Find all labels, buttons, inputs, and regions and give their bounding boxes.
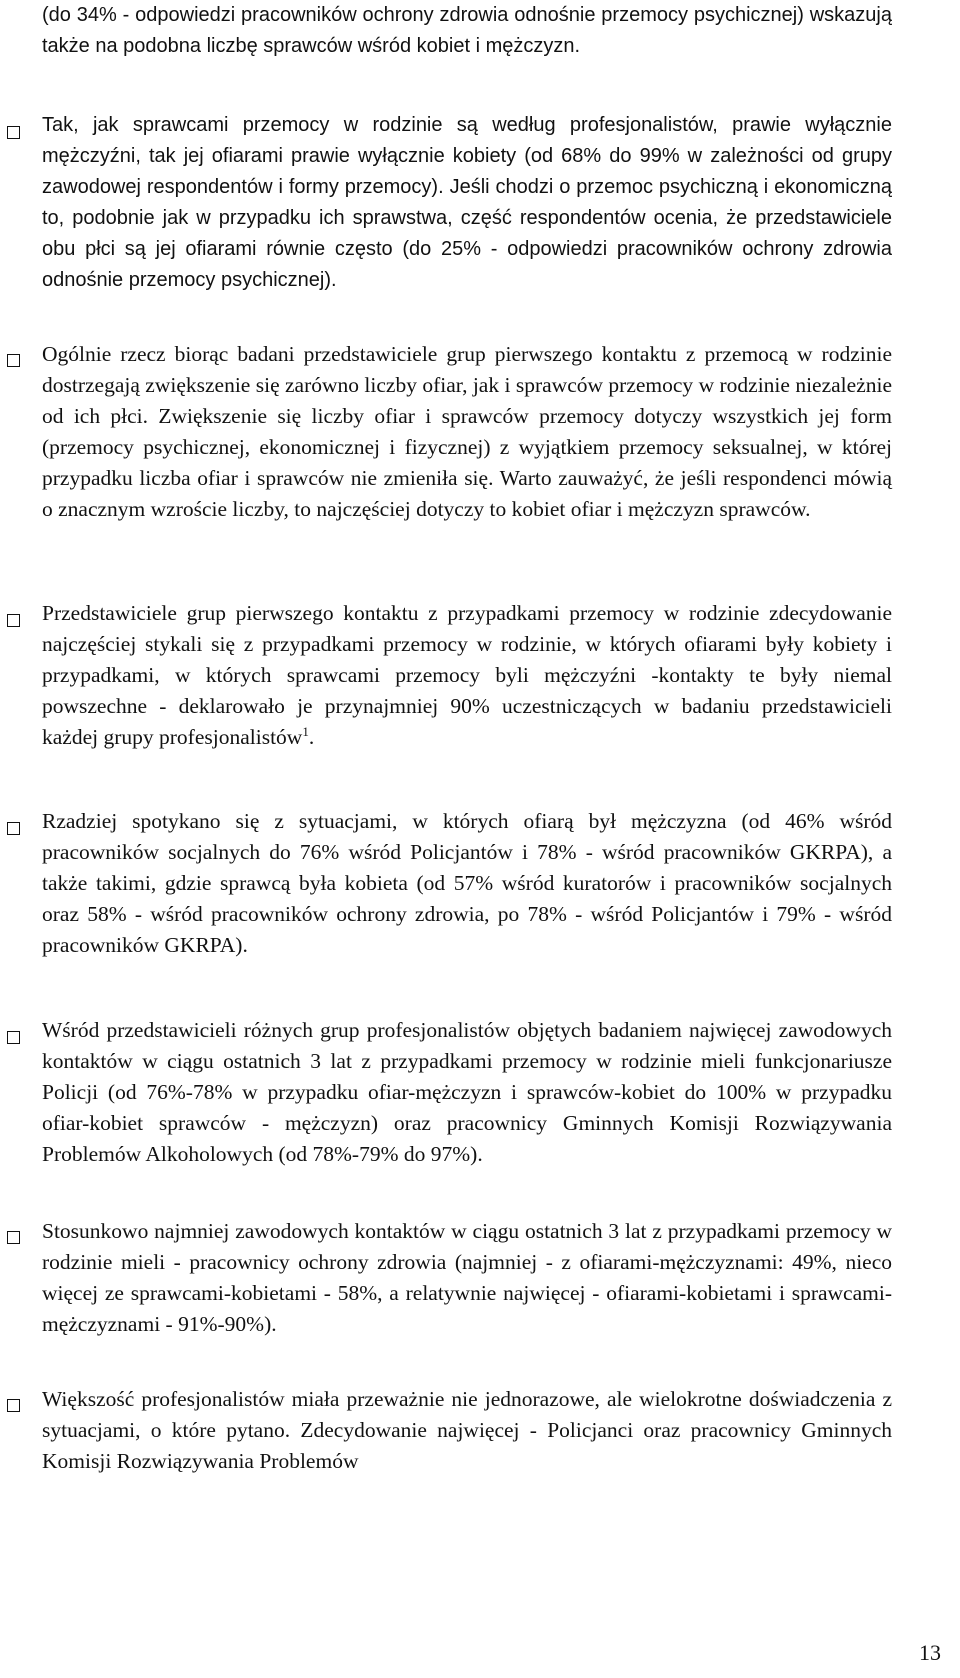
paragraph-contact-groups xyxy=(42,598,892,753)
paragraph-least-contacts xyxy=(42,1216,892,1340)
checkbox-bullet-icon xyxy=(7,1031,20,1044)
paragraph-text: Większość profesjonalistów miała przeważnie nie jednorazowe, ale wielokrotne doświadczenia z sytuacjami, o które pytano. Zdecydowanie najwięcej - Policjanci oraz pracownicy Gminnych Komisji Rozwiązywania Problemów xyxy=(42,1387,892,1473)
paragraph-increase-numbers xyxy=(42,339,892,525)
paragraph-text: Wśród przedstawicieli różnych grup profesjonalistów objętych badaniem najwięcej zawodowych kontaktów w ciągu ostatnich 3 lat z przypadkami przemocy w rodzinie mieli funkcjonariusze Policji (od 76%-78% w przypadku ofiar-mężczyzn i sprawców-kobiet do 100% w przypadku ofiar-kobiet sprawców - mężczyzn) oraz pracownicy Gminnych Komisji Rozwiązywania Problemów Alkoholowych (od 78%-79% do 97%). xyxy=(42,1018,892,1166)
paragraph-victims-gender xyxy=(42,110,892,296)
paragraph-text: Rzadziej spotykano się z sytuacjami, w których ofiarą był mężczyzna (od 46% wśród pracowników socjalnych do 76% wśród Policjantów i 78% - wśród pracowników GKRPA), a także takimi, gdzie sprawcą była kobieta (od 57% wśród kuratorów i pracowników socjalnych oraz 58% - wśród pracowników ochrony zdrowia, po 78% - wśród Policjantów i 79% - wśród pracowników GKRPA). xyxy=(42,809,892,957)
paragraph-continuation xyxy=(42,0,892,62)
paragraph-text: Tak, jak sprawcami przemocy w rodzinie są według profesjonalistów, prawie wyłącznie mężczyźni, tak jej ofiarami prawie wyłącznie kobiety (od 68% do 99% w zależności od grupy zawodowej respondentów i formy przemocy). Jeśli chodzi o przemoc psychiczną i ekonomiczną to, podobnie jak w przypadku ich sprawstwa, część respondentów ocenia, że przedstawiciele obu płci są jej ofiarami równie często (do 25% - odpowiedzi pracowników ochrony zdrowia odnośnie przemocy psychicznej). xyxy=(42,114,892,291)
paragraph-text-end: . xyxy=(308,725,315,749)
paragraph-repeated-experience xyxy=(42,1384,892,1477)
checkbox-bullet-icon xyxy=(7,822,20,835)
checkbox-bullet-icon xyxy=(7,1399,20,1412)
page-number: 13 xyxy=(919,1640,941,1665)
checkbox-bullet-icon xyxy=(7,614,20,627)
checkbox-bullet-icon xyxy=(7,126,20,139)
paragraph-most-contacts xyxy=(42,1015,892,1170)
checkbox-bullet-icon xyxy=(7,354,20,367)
footnote-marker: 1 xyxy=(302,723,309,739)
paragraph-text: Ogólnie rzecz biorąc badani przedstawiciele grup pierwszego kontaktu z przemocą w rodzinie dostrzegają zwiększenie się zarówno liczby ofiar, jak i sprawców przemocy w rodzinie niezależnie od ich płci. Zwiększenie się liczby ofiar i sprawców przemocy dotyczy wszystkich jej form (przemocy psychicznej, ekonomicznej i fizycznej) z wyjątkiem przemocy seksualnej, w której przypadku liczba ofiar i sprawców nie zmieniła się. Warto zauważyć, że jeśli respondenci mówią o znacznym wzroście liczby, to najczęściej dotyczy to kobiet ofiar i mężczyzn sprawców. xyxy=(42,342,892,521)
checkbox-bullet-icon xyxy=(7,1231,20,1244)
paragraph-rarer-situations xyxy=(42,806,892,961)
paragraph-text: Przedstawiciele grup pierwszego kontaktu z przypadkami przemocy w rodzinie zdecydowanie najczęściej stykali się z przypadkami przemocy w rodzinie, w których ofiarami były kobiety i przypadkami, w których sprawcami przemocy byli mężczyźni -kontakty te były niemal powszechne - deklarowało je przynajmniej 90% uczestniczących w badaniu przedstawicieli każdej grupy profesjonalistów xyxy=(42,601,892,749)
paragraph-text: Stosunkowo najmniej zawodowych kontaktów w ciągu ostatnich 3 lat z przypadkami przemocy w rodzinie mieli - pracownicy ochrony zdrowia (najmniej - z ofiarami-mężczyznami: 49%, nieco więcej ze sprawcami-kobietami - 58%, a relatywnie najwięcej - ofiarami-kobietami i sprawcami-mężczyznami - 91%-90%). xyxy=(42,1219,892,1336)
paragraph-text: (do 34% - odpowiedzi pracowników ochrony zdrowia odnośnie przemocy psychicznej) wskazują także na podobna liczbę sprawców wśród kobiet i mężczyzn. xyxy=(42,4,892,57)
